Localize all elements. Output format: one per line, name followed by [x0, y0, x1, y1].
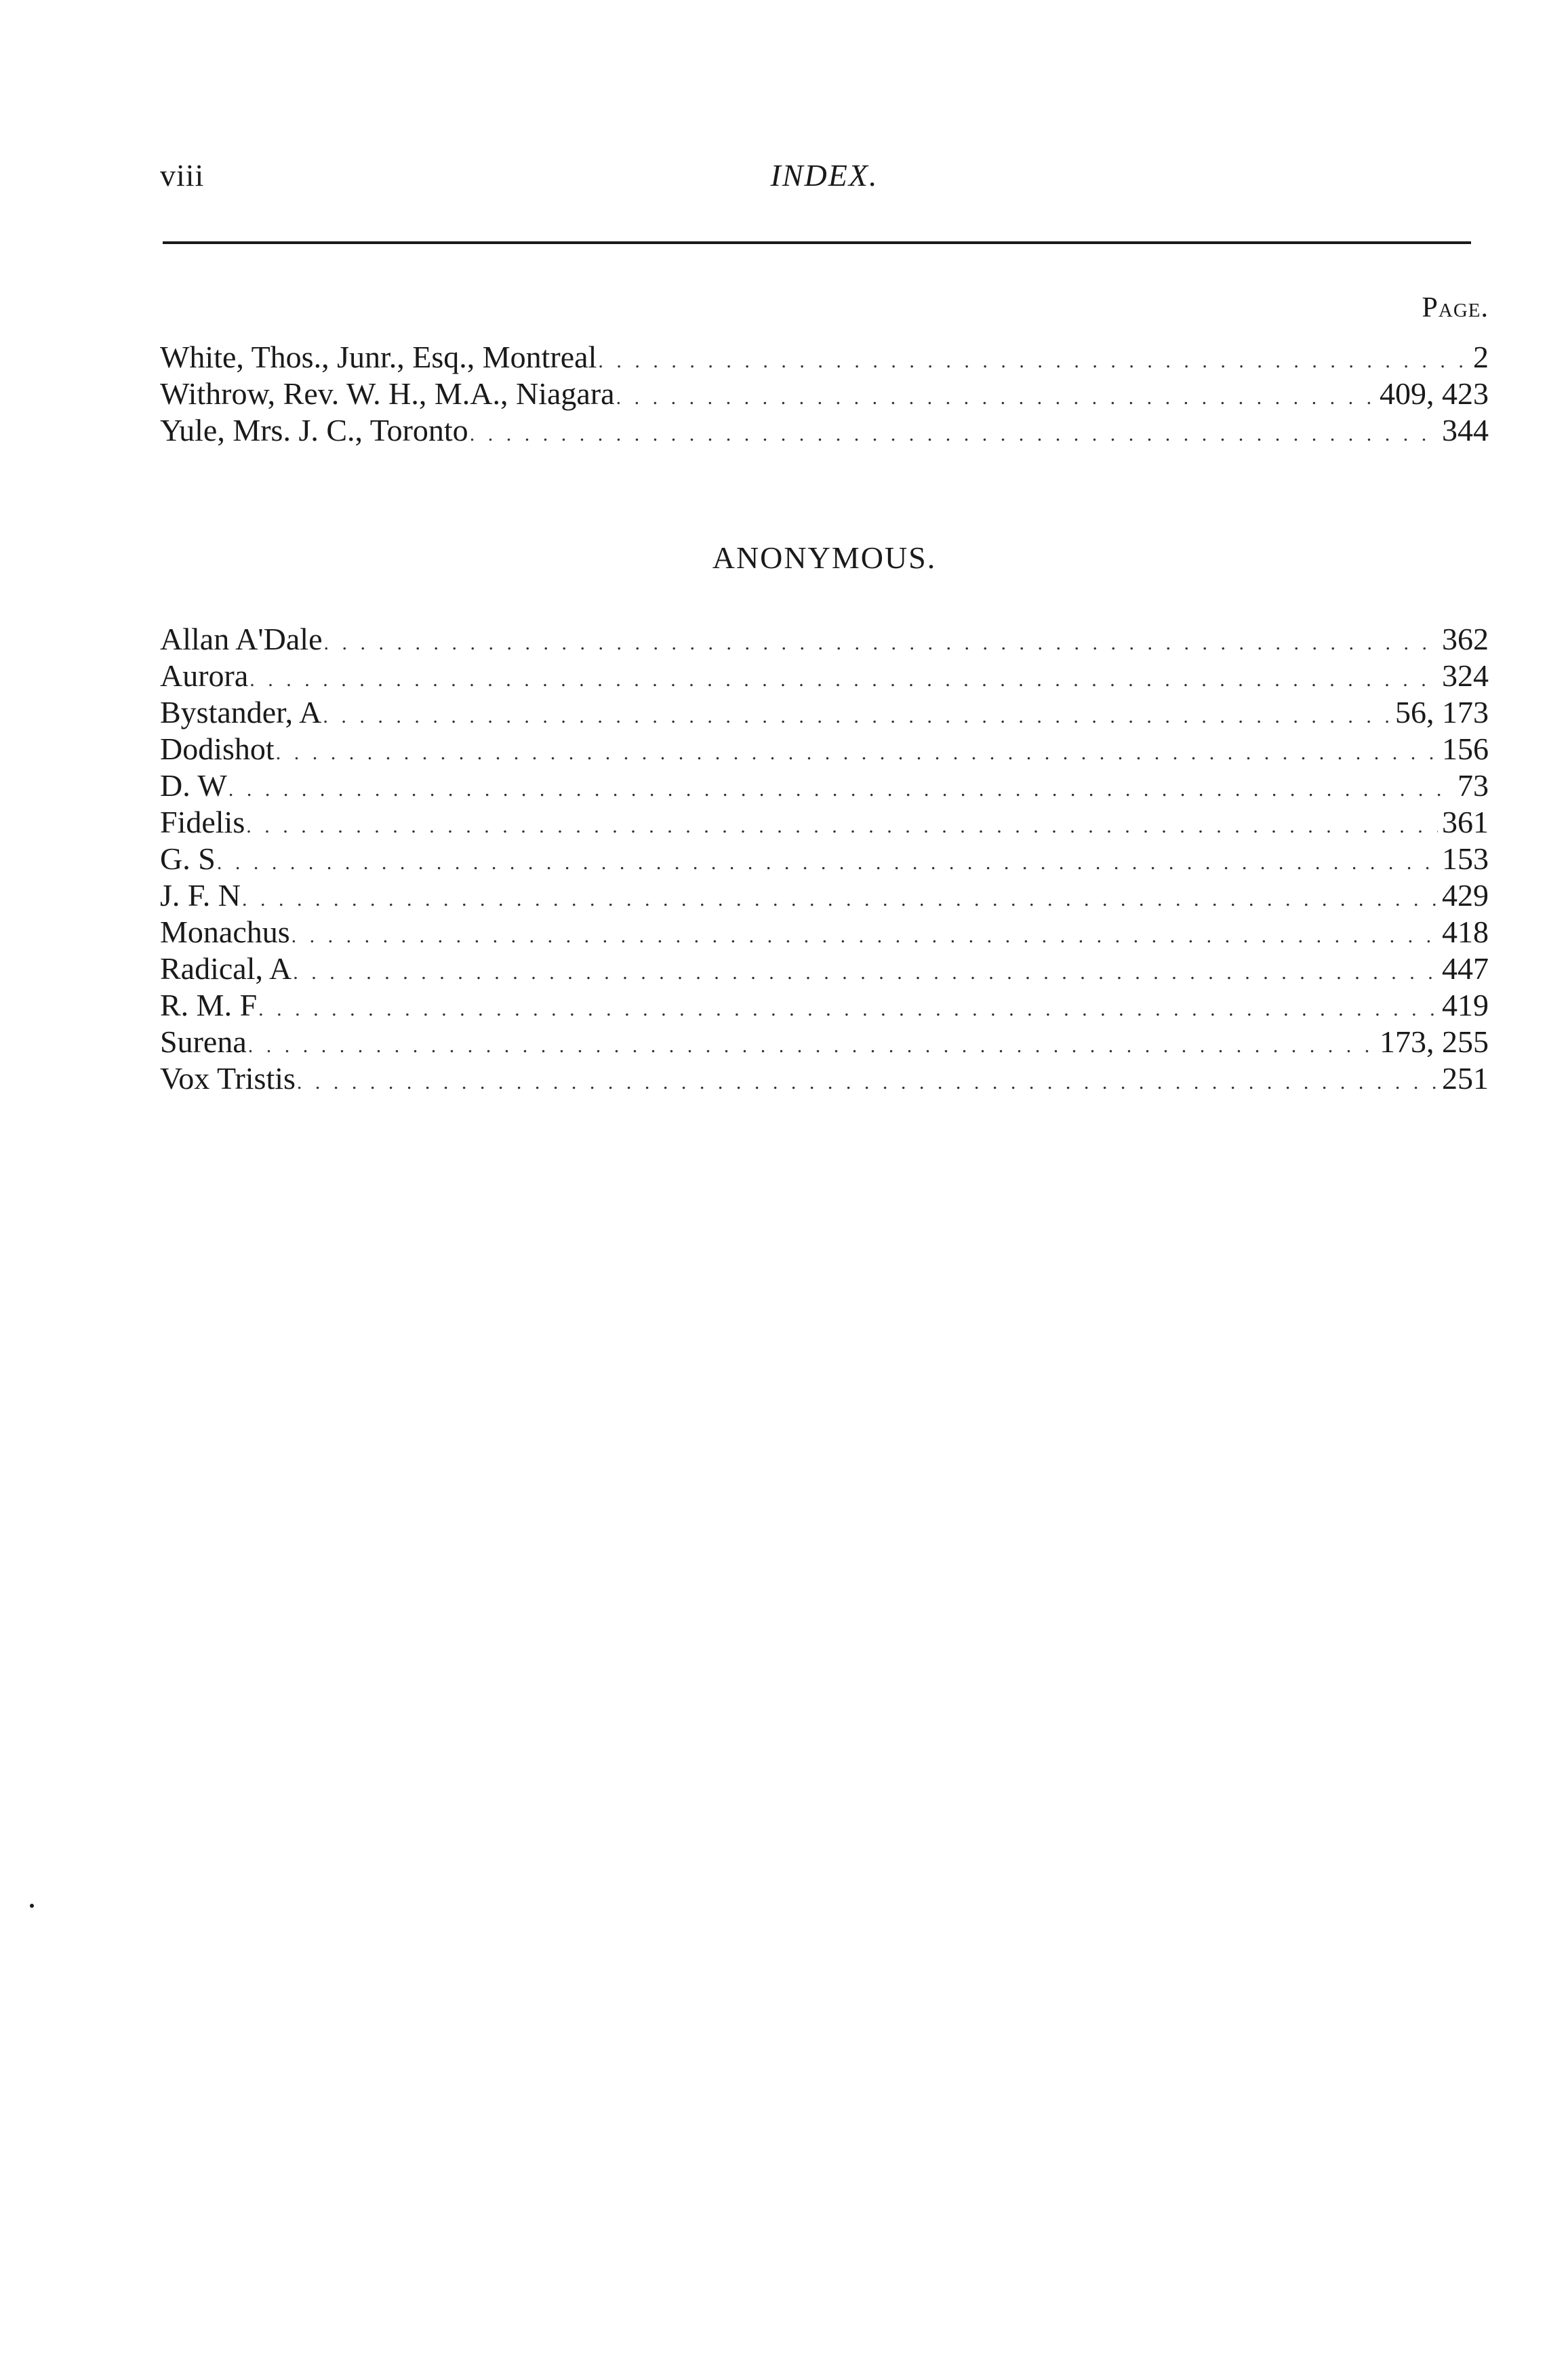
stray-ink-mark — [30, 1904, 34, 1908]
entry-pages: 409, 423 — [1380, 376, 1489, 411]
dot-leader — [246, 808, 1438, 845]
entry-name: Yule, Mrs. J. C., Toronto — [160, 413, 468, 447]
entry-pages: 153 — [1442, 841, 1489, 876]
dot-leader — [470, 416, 1438, 453]
page-number: viii — [160, 158, 205, 193]
index-title: INDEX. — [770, 158, 879, 193]
dot-leader — [228, 772, 1453, 808]
entry-name: Bystander, A — [160, 695, 322, 729]
dot-leader — [297, 1064, 1438, 1101]
named-contributors-list — [160, 339, 1489, 449]
entry-name: D. W — [160, 768, 227, 803]
entry-pages: 418 — [1442, 915, 1489, 949]
entry-pages: 73 — [1458, 768, 1489, 803]
index-entry — [160, 877, 1489, 914]
entry-name: White, Thos., Junr., Esq., Montreal — [160, 340, 597, 374]
running-head — [160, 157, 1489, 205]
entry-name: J. F. N — [160, 878, 241, 913]
entry-pages: 173, 255 — [1380, 1024, 1489, 1059]
entry-pages: 419 — [1442, 988, 1489, 1022]
entry-name: R. M. F — [160, 988, 258, 1022]
index-entry — [160, 339, 1489, 376]
dot-leader — [248, 1028, 1375, 1064]
index-entry — [160, 376, 1489, 412]
dot-leader — [324, 625, 1438, 662]
entry-name: Monachus — [160, 915, 290, 949]
entry-pages: 251 — [1442, 1061, 1489, 1096]
entry-pages: 324 — [1442, 658, 1489, 693]
dot-leader — [258, 991, 1438, 1028]
dot-leader — [293, 955, 1438, 991]
entry-name: Fidelis — [160, 805, 245, 839]
index-entry — [160, 621, 1489, 658]
dot-leader — [598, 343, 1469, 380]
entry-name: Radical, A — [160, 951, 292, 986]
dot-leader — [276, 735, 1438, 772]
index-entry — [160, 658, 1489, 694]
entry-name: Surena — [160, 1024, 247, 1059]
entry-name: Withrow, Rev. W. H., M.A., Niagara — [160, 376, 615, 411]
index-entry — [160, 1060, 1489, 1097]
entry-pages: 362 — [1442, 622, 1489, 656]
entry-name: Vox Tristis — [160, 1061, 296, 1096]
dot-leader — [217, 845, 1438, 881]
entry-pages: 156 — [1442, 732, 1489, 766]
header-rule — [163, 241, 1471, 244]
page-column-label: Page. — [1422, 292, 1489, 323]
entry-name: Aurora — [160, 658, 249, 693]
index-entry — [160, 767, 1489, 804]
index-entry — [160, 731, 1489, 767]
index-entry — [160, 914, 1489, 951]
dot-leader — [323, 698, 1391, 735]
anonymous-heading: ANONYMOUS. — [712, 540, 937, 575]
dot-leader — [249, 662, 1438, 698]
entry-pages: 429 — [1442, 878, 1489, 913]
anonymous-contributors-list — [160, 621, 1489, 1097]
entry-name: Dodishot — [160, 732, 275, 766]
entry-pages: 56, 173 — [1395, 695, 1489, 729]
dot-leader — [242, 881, 1438, 918]
entry-pages: 361 — [1442, 805, 1489, 839]
index-entry — [160, 987, 1489, 1024]
entry-name: Allan A'Dale — [160, 622, 323, 656]
dot-leader — [616, 380, 1375, 416]
index-entry — [160, 1024, 1489, 1060]
entry-pages: 2 — [1473, 340, 1489, 374]
index-entry — [160, 841, 1489, 877]
index-entry — [160, 804, 1489, 841]
entry-name: G. S — [160, 841, 216, 876]
entry-pages: 447 — [1442, 951, 1489, 986]
index-entry — [160, 951, 1489, 987]
entry-pages: 344 — [1442, 413, 1489, 447]
dot-leader — [292, 918, 1438, 955]
index-entry — [160, 694, 1489, 731]
index-entry — [160, 412, 1489, 449]
